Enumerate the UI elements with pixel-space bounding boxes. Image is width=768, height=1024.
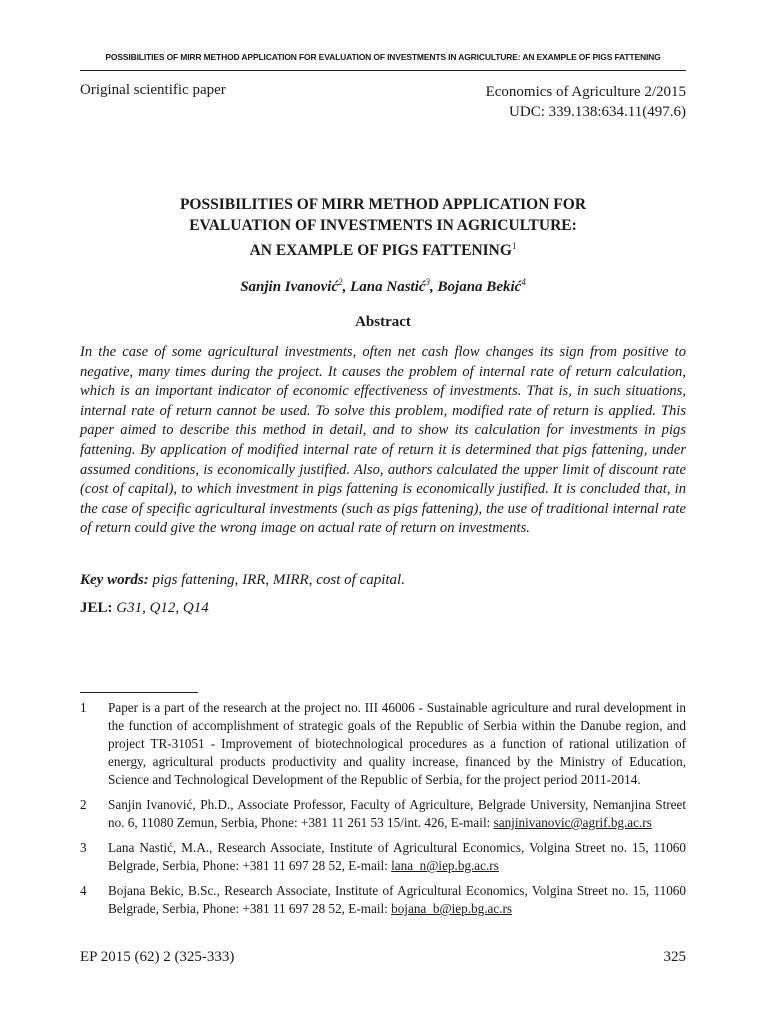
author-footnote-mark: 4 — [521, 277, 526, 287]
footnote-text — [108, 839, 686, 875]
footnote-number: 3 — [80, 840, 87, 855]
footnote — [80, 796, 686, 832]
running-head: POSSIBILITIES OF MIRR METHOD APPLICATION FOR EVALUATION OF INVESTMENTS IN AGRICULTURE: AN EXAMPLE OF PIGS FATTENING — [105, 52, 661, 62]
paper-title — [80, 194, 686, 261]
footnote-text — [108, 699, 686, 789]
footnote-body: Sanjin Ivanović, Ph.D., Associate Professor, Faculty of Agriculture, Belgrade University, Nemanjina Street no. 6, 11080 Zemun, Serbia, Phone: +381 11 261 53 15/int. 426, E-mail: — [108, 797, 686, 830]
journal-issue: Economics of Agriculture 2/2015 — [485, 84, 686, 100]
footnote — [80, 699, 686, 789]
title-line-3 — [80, 236, 686, 261]
footnotes — [80, 699, 686, 925]
email-link[interactable]: sanjinivanovic@agrif.bg.ac.rs — [493, 815, 652, 830]
email-link[interactable]: lana_n@iep.bg.ac.rs — [391, 858, 499, 873]
header-divider — [80, 70, 686, 71]
author-footnote-mark: 3 — [425, 277, 431, 287]
abstract-text: In the case of some agricultural investments, often net cash flow changes its sign from positive to negative, many times during the project. It causes the problem of internal rate of return calculation, which is an important indicator of economic effectiveness of investments. That is, in such situations, internal rate of return cannot be used. To solve this problem, modified rate of return is applied. This paper aimed to describe this method in detail, and to show its calculation for investments in pigs fattening. By application of modified internal rate of return it is determined that pigs fattening, under assumed conditions, is economically justified. Also, authors calculated the upper limit of discount rate (cost of capital), to which investment in pigs fattening is economically justified. It is concluded that, in the case of specific agricultural investments (such as pigs fattening), the use of traditional internal rate of return could give the wrong image on actual rate of return on investments. — [80, 344, 686, 537]
jel-codes — [80, 600, 209, 617]
keywords — [80, 572, 405, 589]
footnote-body: Paper is a part of the research at the project no. III 46006 - Sustainable agriculture and rural development in the function of accomplishment of strategic goals of the Republic of Serbia within the Danube region, and project TR-31051 - Improvement of biotechnological procedures as a function of rational utilization of energy, agricultural products productivity and quality increase, financed by the Ministry of Education, Science and Technological Development of the Republic of Serbia, for the project period 2011-2014. — [108, 700, 686, 787]
footnote-text — [108, 882, 686, 918]
title-line-3-text: AN EXAMPLE OF PIGS FATTENING — [249, 242, 512, 260]
title-line-1: POSSIBILITIES OF MIRR METHOD APPLICATION FOR — [179, 196, 587, 213]
citation-footer: EP 2015 (62) 2 (325-333) — [80, 949, 235, 965]
udc-code: UDC: 339.138:634.11(497.6) — [509, 104, 686, 120]
email-link[interactable]: bojana_b@iep.bg.ac.rs — [391, 901, 513, 916]
author-name: Bojana Bekić — [437, 279, 522, 295]
author-footnote-mark: 2 — [338, 277, 343, 287]
abstract-heading: Abstract — [355, 314, 411, 330]
title-footnote-mark: 1 — [511, 241, 517, 251]
footnote-body: Lana Nastić, M.A., Research Associate, Institute of Agricultural Economics, Volgina Street no. 15, 11060 Belgrade, Serbia, Phone: +381 11 697 28 52, E-mail: — [108, 840, 686, 873]
footnote-divider — [80, 692, 198, 693]
author-name: Lana Nastić — [350, 279, 426, 295]
keywords-label: Key words: — [80, 572, 149, 588]
footnote-number: 1 — [80, 700, 87, 715]
paper-type: Original scientific paper — [80, 82, 226, 98]
page-number: 325 — [663, 949, 686, 965]
author-name: Sanjin Ivanović — [240, 279, 339, 295]
jel-label: JEL: — [80, 600, 113, 616]
journal-meta — [486, 82, 686, 122]
footnote — [80, 882, 686, 918]
footnote — [80, 839, 686, 875]
title-line-2: EVALUATION OF INVESTMENTS IN AGRICULTURE: — [189, 217, 577, 234]
footnote-body: Bojana Bekic, B.Sc., Research Associate, Institute of Agricultural Economics, Volgina Street no. 15, 11060 Belgrade, Serbia, Phone: +381 11 697 28 52, E-mail: — [108, 883, 686, 916]
footnote-text — [108, 796, 686, 832]
author-list: Sanjin Ivanović$^2$, Lana Nastić$^3$, Bojana Bekić$^4$ — [240, 277, 526, 295]
keywords-value: pigs fattening, IRR, MIRR, cost of capital. — [152, 572, 405, 588]
footnote-number: 2 — [80, 797, 87, 812]
jel-value: G31, Q12, Q14 — [116, 600, 209, 616]
footnote-number: 4 — [80, 883, 87, 898]
